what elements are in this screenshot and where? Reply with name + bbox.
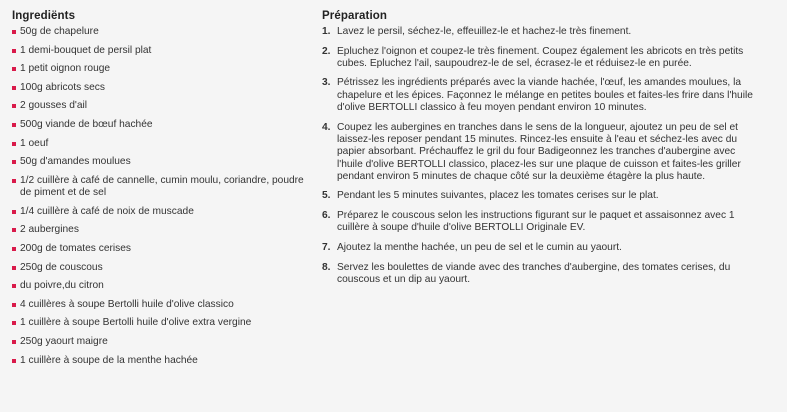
preparation-section <box>322 10 762 293</box>
bullet-icon <box>12 123 16 127</box>
ingredient-item <box>12 206 304 218</box>
ingredient-text: 50g de chapelure <box>20 26 99 37</box>
ingredient-text: 1/2 cuillère à café de cannelle, cumin moulu, coriandre, poudre de piment et de sel <box>20 174 304 199</box>
step-text: Préparez le couscous selon les instructions figurant sur le paquet et assaisonnez avec 1 cuillère à soupe d'huile d'olive BERTOLLI Originale EV. <box>337 210 735 234</box>
ingredient-text: 50g d'amandes moulues <box>20 156 131 168</box>
step-text: Coupez les aubergines en tranches dans le sens de la longueur, ajoutez un peu de sel et laissez-les reposer pendant 15 minutes. Rincez-les ensuite à l'eau et séchez-les avec du papier absorbant. Préchauffez le gril du four Badigeonnez les tranches d'aubergine avec l'huile d'olive BERTOLLI classico, placez-les sur une plaque de cuisson et faites-les griller pendant environ 5 minutes de chaque côté sur la deuxième étagère la plus haute. <box>337 121 741 182</box>
preparation-step <box>322 210 762 235</box>
ingredient-text: 100g abricots secs <box>20 81 105 93</box>
ingredient-text: 1 cuillère à soupe de la menthe hachée <box>20 354 198 366</box>
ingredient-text: 250g de couscous <box>20 261 103 273</box>
step-text: Ajoutez la menthe hachée, un peu de sel et le cumin au yaourt. <box>337 241 622 253</box>
ingredient-item <box>12 336 304 348</box>
ingredient-item <box>12 224 304 236</box>
ingredient-text: 2 gousses d'ail <box>20 100 88 112</box>
bullet-icon <box>12 284 16 288</box>
ingredient-item <box>12 119 304 131</box>
step-text: Servez les boulettes de viande avec des tranches d'aubergine, des tomates cerises, du couscous et un dip au yaourt. <box>337 261 731 285</box>
preparation-step <box>322 122 762 183</box>
ingredient-item <box>12 280 304 292</box>
ingredient-item <box>12 317 304 329</box>
step-number: 3. <box>322 77 331 89</box>
bullet-icon <box>12 266 16 270</box>
preparation-heading: Préparation <box>322 10 388 22</box>
ingredient-text: 200g de tomates cerises <box>20 242 131 254</box>
preparation-step <box>322 26 762 38</box>
bullet-icon <box>12 49 16 53</box>
bullet-icon <box>12 160 16 164</box>
ingredients-heading: Ingrediënts <box>12 10 76 22</box>
ingredient-text: 1 cuillère à soupe Bertolli huile d'olive extra vergine <box>20 317 252 329</box>
preparation-step <box>322 190 762 202</box>
bullet-icon <box>12 359 16 363</box>
ingredient-item <box>12 82 304 94</box>
ingredients-list <box>12 26 304 367</box>
preparation-step <box>322 262 762 287</box>
bullet-icon <box>12 179 16 183</box>
step-number: 6. <box>322 210 331 222</box>
bullet-icon <box>12 30 16 34</box>
bullet-icon <box>12 67 16 71</box>
ingredient-text: 1 petit oignon rouge <box>20 63 111 75</box>
ingredient-text: 250g yaourt maigre <box>20 335 108 347</box>
ingredient-item <box>12 243 304 255</box>
bullet-icon <box>12 228 16 232</box>
bullet-icon <box>12 247 16 251</box>
preparation-step <box>322 46 762 71</box>
ingredient-item <box>12 63 304 75</box>
ingredient-text: 4 cuillères à soupe Bertolli huile d'olive classico <box>20 298 234 310</box>
ingredient-item <box>12 45 304 57</box>
ingredient-text: 2 aubergines <box>20 224 79 236</box>
step-text: Lavez le persil, séchez-le, effeuillez-le et hachez-le très finement. <box>337 26 632 37</box>
step-number: 5. <box>322 190 331 202</box>
step-number: 1. <box>322 26 331 37</box>
ingredients-section <box>12 10 304 373</box>
ingredient-item <box>12 262 304 274</box>
step-text: Epluchez l'oignon et coupez-le très finement. Coupez également les abricots en très petits cubes. Epluchez l'ail, saupoudrez-le de sel, écrasez-le et réduisez-le en purée. <box>337 45 744 69</box>
ingredient-text: 1 oeuf <box>20 137 49 149</box>
ingredient-item <box>12 299 304 311</box>
ingredient-text: 500g viande de bœuf hachée <box>20 118 153 130</box>
ingredient-item <box>12 26 304 38</box>
bullet-icon <box>12 321 16 325</box>
step-text: Pendant les 5 minutes suivantes, placez les tomates cerises sur le plat. <box>337 190 659 202</box>
step-number: 2. <box>322 45 331 57</box>
bullet-icon <box>12 86 16 90</box>
step-number: 8. <box>322 261 331 273</box>
bullet-icon <box>12 104 16 108</box>
ingredient-item <box>12 100 304 112</box>
bullet-icon <box>12 142 16 146</box>
step-number: 4. <box>322 121 331 133</box>
ingredient-text: 1/4 cuillère à café de noix de muscade <box>20 205 194 217</box>
bullet-icon <box>12 340 16 344</box>
bullet-icon <box>12 210 16 214</box>
ingredient-item <box>12 138 304 150</box>
ingredient-item <box>12 156 304 168</box>
preparation-step <box>322 242 762 254</box>
preparation-steps <box>322 26 762 286</box>
bullet-icon <box>12 303 16 307</box>
step-text: Pétrissez les ingrédients préparés avec la viande hachée, l'œuf, les amandes moulues, la chapelure et les épices. Façonnez le mélange en petites boules et faites-les frire dans l'huile d'olive BERTOLLI classico à feu moyen pendant environ 10 minutes. <box>337 77 753 114</box>
ingredient-text: 1 demi-bouquet de persil plat <box>20 44 152 56</box>
preparation-step <box>322 77 762 114</box>
step-number: 7. <box>322 241 331 253</box>
ingredient-text: du poivre,du citron <box>20 280 104 292</box>
ingredient-item <box>12 175 304 200</box>
ingredient-item <box>12 355 304 367</box>
